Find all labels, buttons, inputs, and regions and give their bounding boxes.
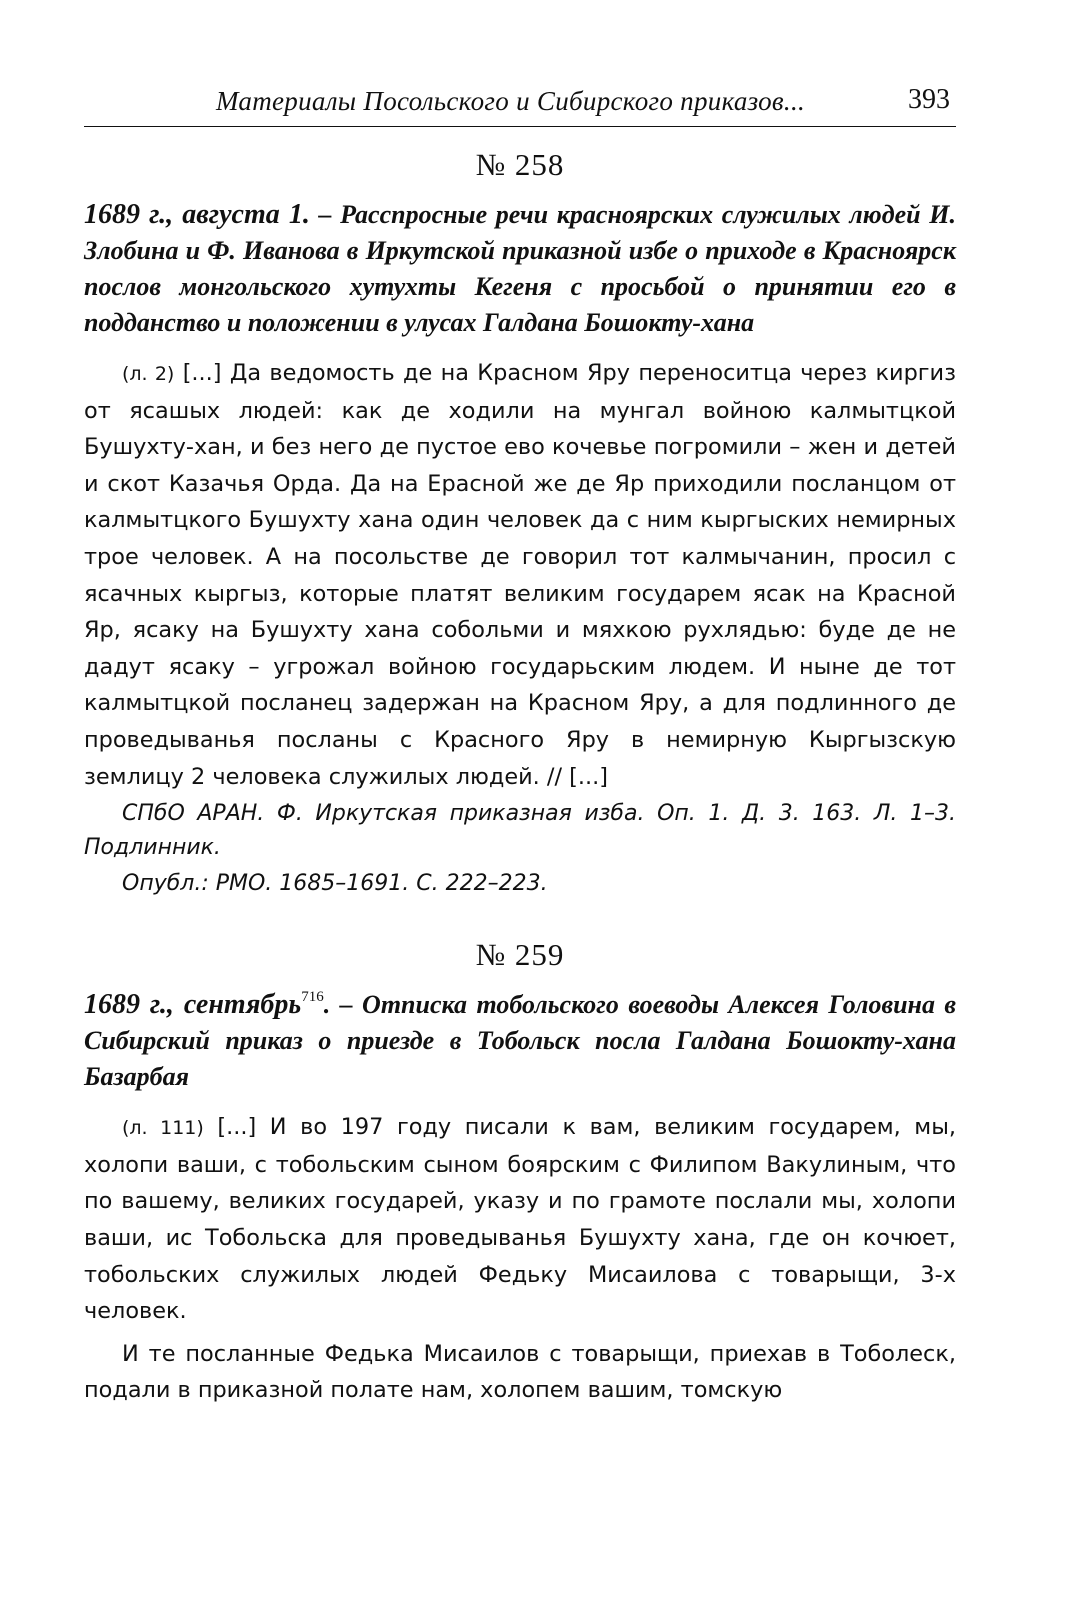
document-heading bbox=[84, 987, 956, 1095]
running-title: Материалы Посольского и Сибирского приказов... bbox=[216, 86, 806, 116]
document-258 bbox=[84, 147, 956, 901]
archive-source-note: СПбО АРАН. Ф. Иркутская приказная изба. Оп. 1. Д. 3. 163. Л. 1–3. Подлинник. bbox=[84, 801, 956, 861]
section-spacer bbox=[84, 901, 956, 917]
running-header bbox=[84, 82, 956, 127]
sheet-reference: (л. 111) bbox=[122, 1117, 204, 1140]
document-date: 1689 г., сентябрь bbox=[84, 989, 302, 1021]
document-body-paragraph bbox=[84, 355, 956, 795]
document-heading bbox=[84, 197, 956, 341]
document-page bbox=[84, 82, 956, 1409]
paragraph-text: [...] Да ведомость де на Красном Яру переноситца через киргиз от ясашых людей: как де ходили на мунгал войною калмытцкой Бушухту-хан, и без него де пустое ево кочевье погромили – жен и детей и скот Казачья Орда. Да на Ерасной же де Яр приходили посланцом от калмытцкого Бушухту хана один человек да с ним кыргыских немирных трое человек. А на посольстве де говорил тот калмычанин, просил с ясачных кыргыз, которые платят великим государем ясак на Красной Яр, ясаку на Бушухту хана собольми и мяхкою рухлядью: буде де не дадут ясаку – угрожал войною государьским людем. И ныне де тот калмытцкой посланец задержан на Красном Яру, а для подлинного де проведыванья посланы с Красного Яру в немирную Кыргызскую землицу 2 человека служилых людей. // [...] bbox=[84, 360, 957, 790]
document-number: № 258 bbox=[475, 147, 565, 182]
footnote-marker: 716 bbox=[301, 989, 324, 1006]
document-number: № 259 bbox=[475, 937, 565, 973]
document-title: . – Отписка тобольского воеводы Алексея Головина в Сибирский приказ о приезде в Тобольск посла Галдана Бошокту-хана Базарбая bbox=[84, 990, 957, 1092]
page-number: 393 bbox=[908, 84, 950, 115]
document-259 bbox=[84, 937, 956, 1409]
paragraph-text: [...] И во 197 году писали к вам, великим государем, мы, холопи ваши, с тобольским сыном боярским с Филипом Вакулиным, что по вашему, великих государей, указу и по грамоте послали мы, холопи ваши, ис Тобольска для проведыванья Бушухту хана, где он кочюет, тобольских служилых людей Федьку Мисаилова с товарыщи, 3-х человек. bbox=[84, 1114, 956, 1325]
sheet-reference: (л. 2) bbox=[122, 363, 175, 385]
publication-note: Опубл.: РМО. 1685–1691. С. 222–223. bbox=[122, 871, 548, 897]
document-body-paragraph: И те посланные Федька Мисаилов с товарыщи, приехав в Тоболеск, подали в приказной полате нам, холопем вашим, томскую bbox=[84, 1340, 956, 1404]
document-body-paragraph bbox=[84, 1109, 956, 1330]
document-title: – Расспросные речи красноярских служилых людей И. Злобина и Ф. Иванова в Иркутской приказной избе о приходе в Красноярск послов монгольского хутухты Кегеня с просьбой о принятии его в подданство и положении в улусах Галдана Бошокту-хана bbox=[84, 200, 956, 337]
document-date: 1689 г., августа 1. bbox=[84, 199, 310, 230]
